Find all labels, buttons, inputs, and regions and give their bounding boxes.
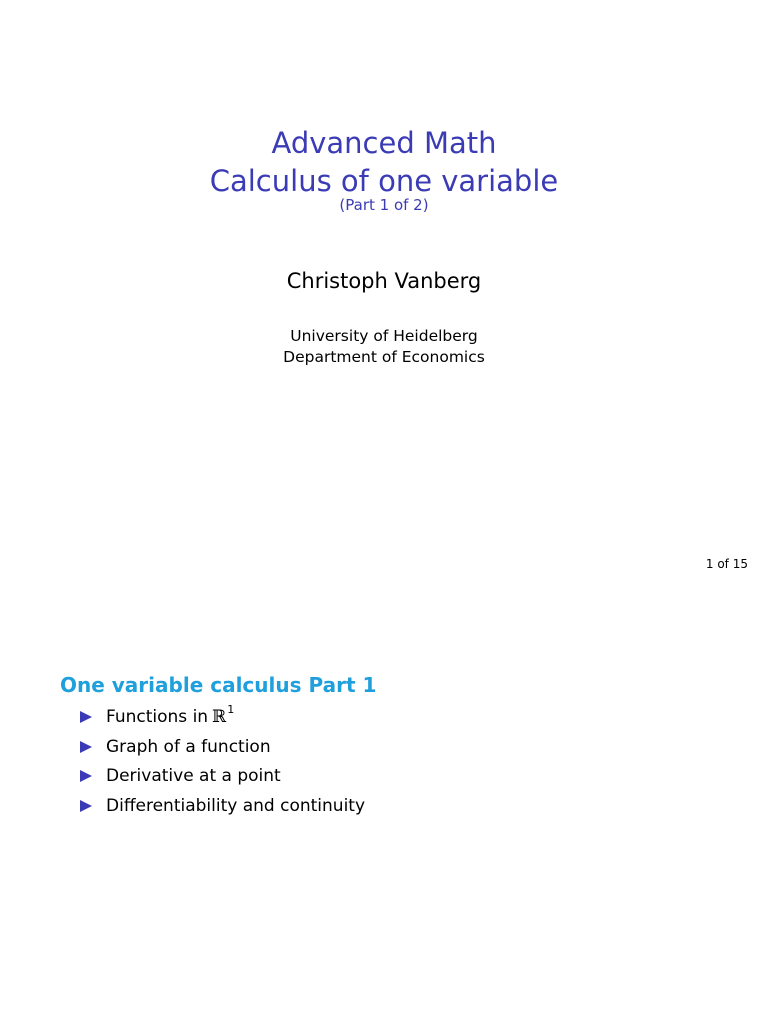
title-block — [0, 124, 768, 214]
page-number: 1 of 15 — [705, 557, 748, 571]
list-item-text: Functions in — [106, 706, 209, 727]
title-line-1: Advanced Math — [271, 126, 497, 160]
triangle-right-icon — [80, 711, 92, 723]
list-item — [80, 761, 365, 791]
triangle-right-icon — [80, 741, 92, 753]
list-item — [80, 702, 365, 732]
institute-line-1: University of Heidelberg — [290, 327, 478, 345]
bullet-list — [80, 702, 365, 821]
list-item-text: Graph of a function — [106, 736, 271, 757]
institute — [0, 326, 768, 368]
list-item-text: Differentiability and continuity — [106, 795, 366, 816]
institute-line-2: Department of Economics — [283, 348, 485, 366]
outline-slide — [0, 512, 768, 1024]
real-numbers-symbol: ℝ — [212, 706, 227, 727]
list-item — [80, 791, 365, 821]
triangle-right-icon — [80, 770, 92, 782]
title-line-2: Calculus of one variable — [209, 164, 559, 198]
subtitle: (Part 1 of 2) — [339, 196, 429, 214]
list-item — [80, 732, 365, 762]
triangle-right-icon — [80, 800, 92, 812]
author-name: Christoph Vanberg — [286, 269, 482, 293]
superscript: 1 — [227, 703, 235, 717]
frame-title: One variable calculus Part 1 — [60, 673, 377, 697]
list-item-text: Derivative at a point — [106, 766, 281, 787]
